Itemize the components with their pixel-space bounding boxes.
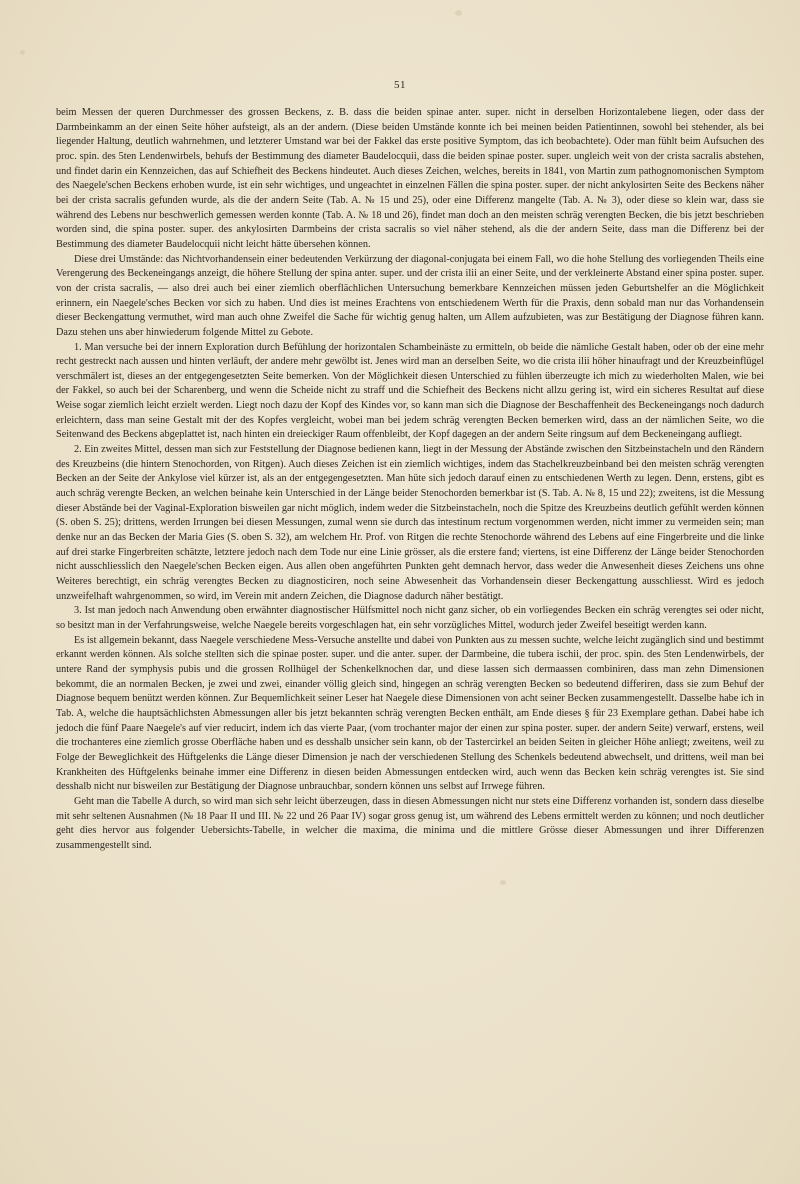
paragraph: 3. Ist man jedoch nach Anwendung oben erwähnter diagnostischer Hülfsmittel noch nicht ganz sicher, ob ein vorliegendes Becken ein schräg verengtes sei oder nicht, so besitzt man in der Verfahrungsweise, welche Naegele bereits vorgeschlagen hat, ein sehr vorzügliches Mittel, wodurch jeder Zweifel beseitigt werden kann. [56, 605, 764, 631]
paper-stain [20, 50, 25, 55]
paragraph: Geht man die Tabelle A durch, so wird man sich sehr leicht überzeugen, dass in diesen Abmessungen nicht nur stets eine Differenz vorhanden ist, sondern dass dieselbe mit sehr seltenen Ausnahmen (№ 18 Paar II und III. № 22 und 26 Paar IV) sogar gross genug ist, um während des Lebens ermittelt werden zu können; und noch deutlicher geht dies hervor aus folgender Uebersichts-Tabelle, in welcher die maxima, die minima und die mittlere Grösse dieser Abmessungen und ihrer Differenzen zusammengestellt sind. [56, 795, 764, 851]
paper-stain [455, 10, 462, 16]
paragraph: Es ist allgemein bekannt, dass Naegele verschiedene Mess-Versuche anstellte und dabei von Punkten aus zu messen suchte, welche leicht zugänglich sind und bestimmt erkannt werden können. Als solche stellten sich die spinae poster. super. und die anter. super. der Darmbeine, die tubera ischii, der proc. spin. des 5ten Lendenwirbels, der untere Rand der symphysis pubis und die grossen Rollhügel der Schenkelknochen dar, und diese lassen sich dermaassen combiniren, dass man zehn Dimensionen bekommt, die an normalen Becken, je zwei und zwei, einander völlig gleich sind, hingegen an schräg verengten Becken so bedeutend differiren, dass sie zum Behuf der Diagnose bequem benützt werden können. Zur Bequemlichkeit seiner Leser hat Naegele diese Dimensionen von acht seiner Becken zusammengestellt. Dasselbe habe ich in Tab. A, welche die hauptsächlichsten Abmessungen aller bis jetzt bekannten schräg verengten Becken enthält, am Ende dieses § für 23 Exemplare gethan. Dabei habe ich jedoch die fünf Paare Naegele's auf vier reducirt, indem ich das vierte Paar, (vom trochanter major der einen zur spina poster. super. der andern Seite) verwarf, erstens, weil die trochanteres eine ziemlich grosse Oberfläche haben und es desshalb unsicher sein kann, ob der Tastercirkel an beiden Seiten in gleicher Höhe anliegt; zweitens, weil zu Folge der Beweglichkeit des Hüftgelenks die Länge dieser Dimension je nach der verschiedenen Stellung des Schenkels bedeutend abwechselt, und drittens, weil man bei Krankheiten des Hüftgelenks beinahe immer eine Differenz in diesen beiden Abmessungen entdecken wird, auch wenn das Becken kein schräg verengtes ist. Sie sind desshalb nicht nur bisweilen zur Bestätigung der Diagnose unbrauchbar, sondern können uns selbst auf Irrwege führen. [56, 634, 764, 793]
paragraph: 2. Ein zweites Mittel, dessen man sich zur Feststellung der Diagnose bedienen kann, liegt in der Messung der Abstände zwischen den Sitzbeinstacheln und den Rändern des Kreuzbeins (die hintern Stenochorden, von Ritgen). Auch dieses Zeichen ist ein ziemlich wichtiges, indem das Stachelkreuzbeinband bei den meisten schräg verengten Becken an der Seite der Ankylose viel kürzer ist, als an der entgegengesetzten. Man hüte sich jedoch darauf einen zu entschiedenen Werth zu legen. Denn, erstens, gibt es auch schräg verengte Becken, an welchen beinahe kein Unterschied in der Länge beider Stenochorden bemerkbar ist (S. Tab. A. № 8, 15 und 22); zweitens, ist die Messung dieser Abstände bei der Vaginal-Exploration bisweilen gar nicht möglich, indem weder die Sitzbeinstacheln, noch die Spitze des Kreuzbeins deutlich gefühlt werden können (S. oben S. 25); drittens, werden Irrungen bei diesen Messungen, zumal wenn sie durch das intestinum rectum vorgenommen werden, nicht immer zu vermeiden sein; man denke nur an das Becken der Maria Gies (S. oben S. 32), am welchem Hr. Prof. von Ritgen die rechte Stenochorde während des Lebens auf eine Fingerbreite und die linke auf drei starke Fingerbreiten schätzte, letztere jedoch nach dem Tode nur eine Linie grösser, als die erstere fand; viertens, ist eine Differenz der Länge beider Stenochorden nicht ausschliesslich den Naegele'schen Becken eigen. Aus allen oben angeführten Punkten geht demnach hervor, dass weder die Anwesenheit dieses Zeichens uns ohne Weiteres berechtigt, ein schräg verengtes Becken zu diagnosticiren, noch seine Abwesenheit das Vorhandensein dieser Beckengattung ausschliesst. Wird es jedoch unzweifelhaft wahrgenommen, so wird, im Verein mit andern Zeichen, die Diagnose dadurch näher bestätigt. [56, 444, 764, 602]
paper-stain [500, 880, 506, 885]
body-text [56, 106, 764, 853]
paragraph: Diese drei Umstände: das Nichtvorhandensein einer bedeutenden Verkürzung der diagonal-conjugata bei einem Fall, wo die hohe Stellung des vorliegenden Theils eine Verengerung des Beckeneingangs anzeigt, die höhere Stellung der spina anter. super. und der crista ilii an einer Seite, und der verkleinerte Abstand einer spina poster. super. von der crista sacralis, — also drei auch bei einer ziemlich oberflächlichen Untersuchung bemerkbare Kennzeichen müssen jeden Geburtshelfer an die Möglichkeit erinnern, ein Naegele'sches Becken vor sich zu haben. Und dies ist meines Erachtens von entschiedenem Werth für die Praxis, denn sobald man nur das Vorhandensein dieser Beckengattung vermuthet, wird man auch ohne Zweifel die Sache für wichtig genug halten, um Allem aufzubieten, was zur Bestätigung der Diagnose führen kann. Dazu stehen uns aber hinwiederum folgende Mittel zu Gebote. [56, 253, 764, 338]
page-number: 51 [394, 79, 406, 91]
paragraph: beim Messen der queren Durchmesser des grossen Beckens, z. B. dass die beiden spinae anter. super. nicht in derselben Horizontalebene liegen, oder dass der Darmbeinkamm an der einen Seite höher aufsteigt, als an der andern. (Diese beiden Umstände konnte ich bei meinen beiden Patientinnen, sowohl bei stehender, als bei liegender Haltung, deutlich wahrnehmen, und letzterer Umstand war bei der Fakkel das erste positive Symptom, das ich beobachtete). Oder man fühlt beim Aufsuchen des proc. spin. des 5ten Lendenwirbels, behufs der Bestimmung des diameter Baudelocquii, dass die beiden spinae poster. super. ungleich weit von der crista sacralis abstehen, und findet darin ein Kennzeichen, das auf Schiefheit des Beckens hindeutet. Auch dieses Zeichen, welches, bereits in 1841, von Martin zum pathognomonischen Symptom des Naegele'schen Beckens erhoben wurde, ist ein sehr wichtiges, und ungeachtet in einzelnen Fällen die spina poster. super. der nicht ankylosirten Seite des Beckens näher bei der crista sacralis gefunden wurde, als die der andern Seite (Tab. A. № 15 und 25), oder eine Differenz mangelte (Tab. A. № 3), oder diese so klein war, dass sie während des Lebens nur beschwerlich gemessen werden konnte (Tab. A. № 18 und 26), findet man doch an den meisten schräg verengten Becken, die bis jetzt beschrieben worden sind, die spina poster. super. des ankylosirten Darmbeins der crista sacralis so viel näher stehend, als die der andern Seite, dass man die Differenz bei der Bestimmung des diameter Baudelocquii nicht leicht hätte übersehen können. [56, 107, 764, 250]
paragraph: 1. Man versuche bei der innern Exploration durch Befühlung der horizontalen Schambeinäste zu ermitteln, ob beide die nämliche Gestalt haben, oder ob der eine mehr recht gestreckt nach aussen und hinten verläuft, der andere mehr gewölbt ist. Jenes wird man an derselben Seite, wo die crista ilii höher hinaufragt und der Kreuzbeinflügel verschmälert ist, dieses an der entgegengesetzten Seite bemerken. Von der Möglichkeit diesen Unterschied zu fühlen überzeugte ich mich zu wiederholten Malen, wie bei der Fakkel, so auch bei der Scharenberg, und wenn die Scheide nicht zu straff und die Schiefheit des Beckens nicht allzu gering ist, wird ein sicheres Resultat auf diese Weise sogar ziemlich leicht erzielt werden. Liegt noch dazu der Kopf des Kindes vor, so kann man sich die Diagnose der Beschaffenheit des Beckeneingangs noch dadurch erleichtern, dass man seine Gestalt mit der des Kopfes vergleicht, wobei man bei jedem schräg verengten Becken bemerken wird, dass an der nämlichen Seite, wo die Seitenwand des Beckens abgeplattet ist, nach hinten ein dreieckiger Raum offenbleibt, der Kopf dagegen an der andern Seite ringsum auf dem Beckeneingang aufliegt. [56, 341, 764, 441]
